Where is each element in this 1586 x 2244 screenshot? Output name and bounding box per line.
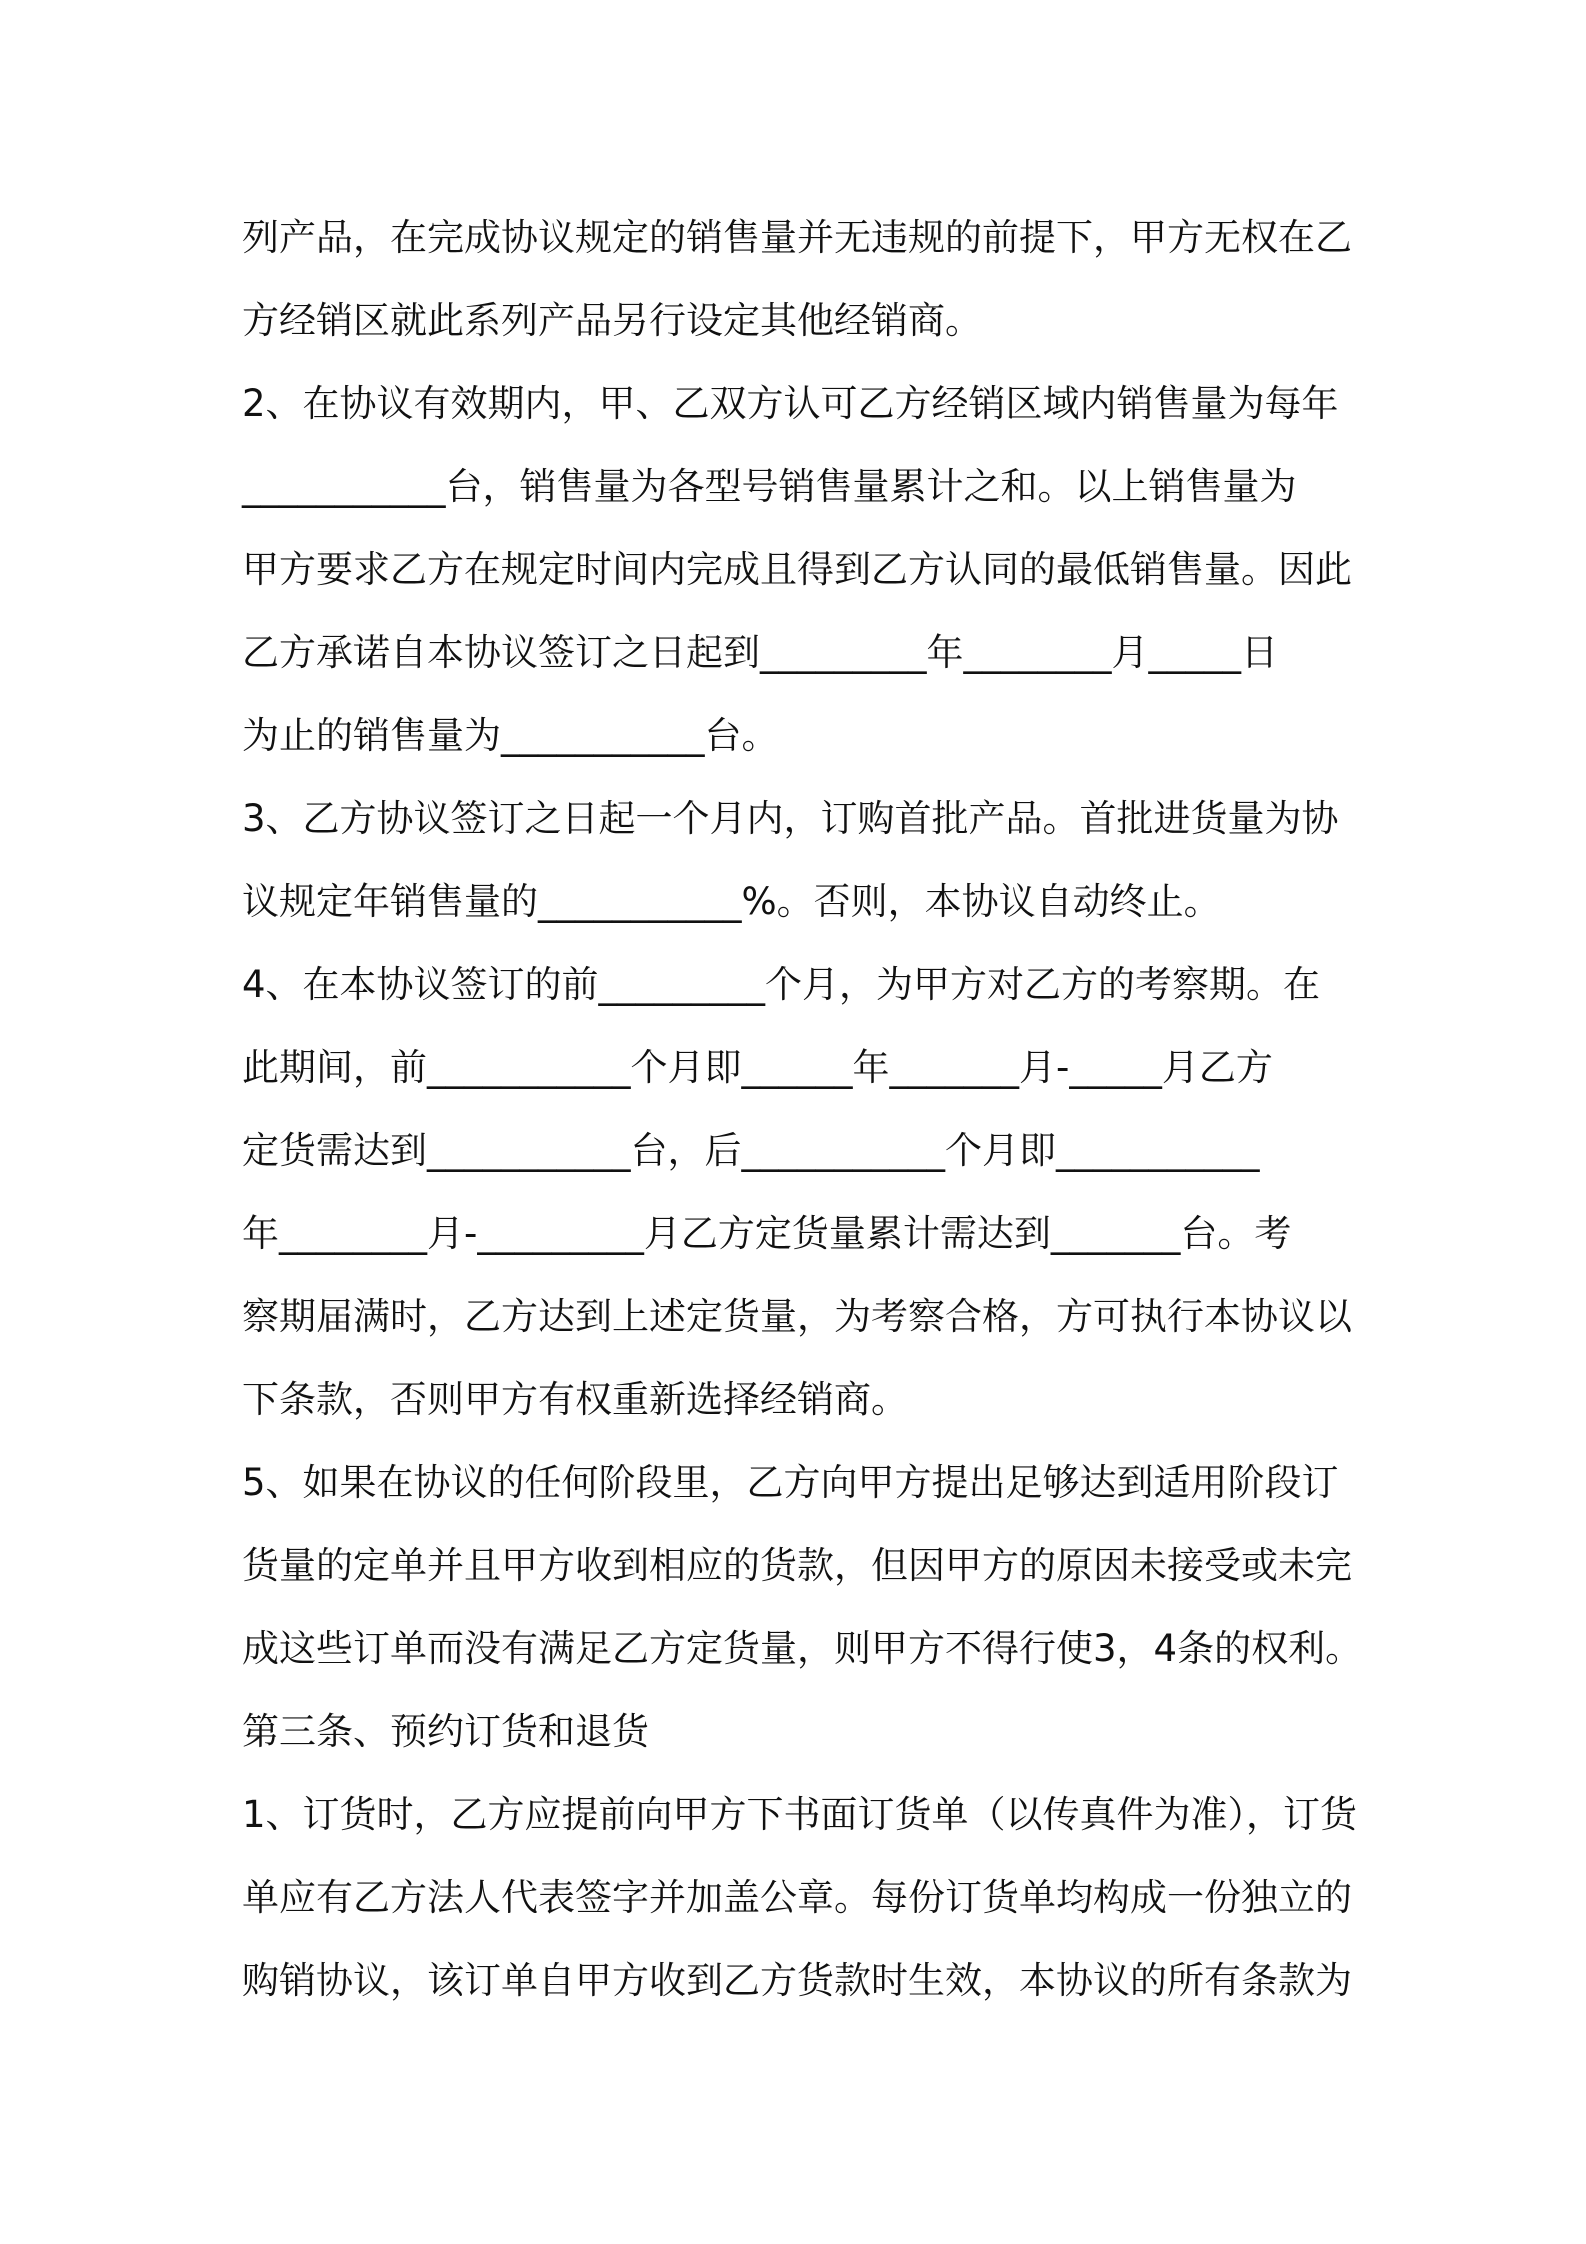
clause-4-line: 4、在本协议签订的前_________个月，为甲方对乙方的考察期。在 <box>242 963 1321 1006</box>
text-line: 甲方要求乙方在规定时间内完成且得到乙方认同的最低销售量。因此 <box>242 548 1352 591</box>
text-line: 方经销区就此系列产品另行设定其他经销商。 <box>242 299 982 342</box>
clause-1-line: 1、订货时，乙方应提前向甲方下书面订货单（以传真件为准），订货 <box>242 1793 1358 1836</box>
text-line: 为止的销售量为___________台。 <box>242 714 779 757</box>
text-line: 年________月-_________月乙方定货量累计需达到_______台。考 <box>242 1212 1292 1255</box>
text-line: 定货需达到___________台，后___________个月即___________ <box>242 1129 1260 1172</box>
text-line: 成这些订单而没有满足乙方定货量，则甲方不得行使3，4条的权利。 <box>242 1627 1363 1670</box>
contract-body <box>242 196 1362 2022</box>
clause-3-line: 3、乙方协议签订之日起一个月内，订购首批产品。首批进货量为协 <box>242 797 1339 840</box>
text-line: 列产品，在完成协议规定的销售量并无违规的前提下，甲方无权在乙 <box>242 216 1352 259</box>
text-line: 察期届满时，乙方达到上述定货量，为考察合格，方可执行本协议以 <box>242 1295 1352 1338</box>
clause-5-line: 5、如果在协议的任何阶段里，乙方向甲方提出足够达到适用阶段订 <box>242 1461 1339 1504</box>
text-line: 货量的定单并且甲方收到相应的货款，但因甲方的原因未接受或未完 <box>242 1544 1352 1587</box>
text-line: 乙方承诺自本协议签订之日起到_________年________月_____日 <box>242 631 1278 674</box>
text-line: 议规定年销售量的___________%。否则，本协议自动终止。 <box>242 880 1221 923</box>
text-line: 此期间，前___________个月即______年_______月-_____月乙方 <box>242 1046 1273 1089</box>
text-line: 单应有乙方法人代表签字并加盖公章。每份订货单均构成一份独立的 <box>242 1876 1352 1919</box>
clause-2-line: 2、在协议有效期内，甲、乙双方认可乙方经销区域内销售量为每年 <box>242 382 1339 425</box>
text-line: ___________台，销售量为各型号销售量累计之和。以上销售量为 <box>242 465 1297 508</box>
text-line: 购销协议，该订单自甲方收到乙方货款时生效，本协议的所有条款为 <box>242 1959 1352 2002</box>
text-line: 下条款，否则甲方有权重新选择经销商。 <box>242 1378 908 1421</box>
section-heading: 第三条、预约订货和退货 <box>242 1710 649 1753</box>
